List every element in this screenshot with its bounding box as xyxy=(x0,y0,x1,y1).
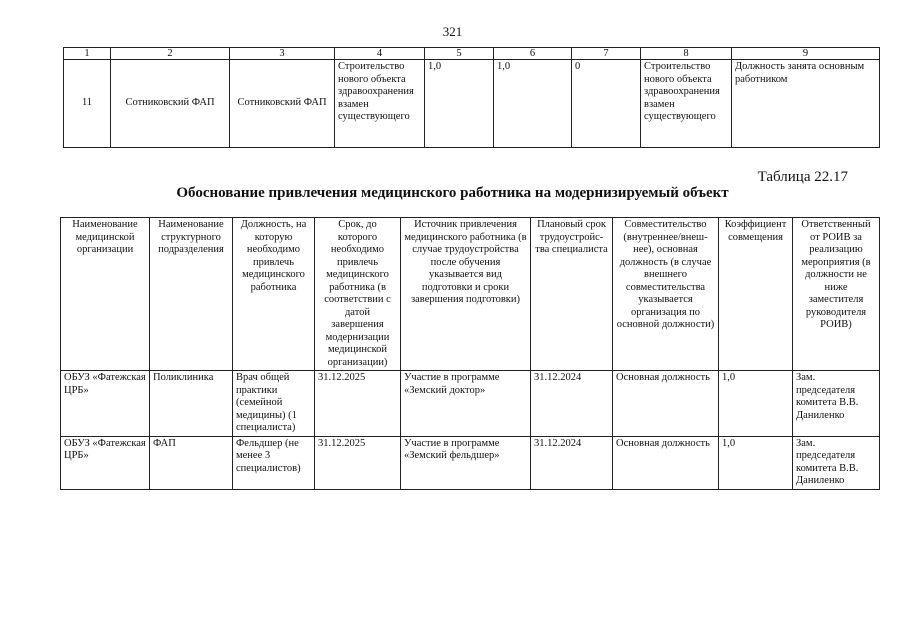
table-cell: 1,0 xyxy=(719,436,793,489)
column-header: Ответственный от РОИВ за реализацию мероприятия (в должности не ниже заместителя руководителя РОИВ) xyxy=(793,218,880,371)
table-cell: 31.12.2025 xyxy=(315,371,401,437)
table-row xyxy=(61,436,880,489)
column-number: 6 xyxy=(494,48,572,60)
table-heading: Обоснование привлечения медицинского работника на модернизируемый объект xyxy=(176,185,729,201)
column-number-row xyxy=(64,48,880,60)
column-header: Наименование медицинской организации xyxy=(61,218,150,371)
column-header: Срок, до которого необходимо привлечь медицинского работника (в соответствии с датой завершения модернизации медицинской организации) xyxy=(315,218,401,371)
header-row xyxy=(61,218,880,371)
table-cell: Должность занята основным работником xyxy=(732,60,880,148)
table-cell: Строительство нового объекта здравоохранения взамен существующего xyxy=(641,60,732,148)
table-cell: Основная должность xyxy=(613,436,719,489)
table-cell: Фельдшер (не менее 3 специалистов) xyxy=(233,436,315,489)
table-cell: 1,0 xyxy=(494,60,572,148)
table-cell: Основная должность xyxy=(613,371,719,437)
table-cell: 31.12.2024 xyxy=(531,371,613,437)
column-number: 2 xyxy=(111,48,230,60)
page-number: 321 xyxy=(442,24,463,39)
column-header: Плановый срок трудоустройс-тва специалиста xyxy=(531,218,613,371)
column-header: Источник привлечения медицинского работника (в случае трудоустройства после обучения указывается вид подготовки и сроки завершения подготовки) xyxy=(401,218,531,371)
row-number: 11 xyxy=(64,60,111,148)
column-header: Наименование структурного подразделения xyxy=(150,218,233,371)
table-cell: ФАП xyxy=(150,436,233,489)
column-header: Должность, на которую необходимо привлечь медицинского работника xyxy=(233,218,315,371)
table-cell: Врач общей практики (семейной медицины) (1 специалиста) xyxy=(233,371,315,437)
staffing-justification-table xyxy=(60,217,880,490)
column-number: 3 xyxy=(230,48,335,60)
table-cell: 31.12.2025 xyxy=(315,436,401,489)
table-cell: ОБУЗ «Фатежская ЦРБ» xyxy=(61,371,150,437)
table-caption: Таблица 22.17 xyxy=(757,169,848,185)
organization-cell: Сотниковский ФАП xyxy=(111,60,230,148)
column-header: Коэффициент совмещения xyxy=(719,218,793,371)
table-cell: Зам. председателя комитета В.В. Даниленко xyxy=(793,436,880,489)
table-cell: 31.12.2024 xyxy=(531,436,613,489)
table-cell: Участие в программе «Земский доктор» xyxy=(401,371,531,437)
table-cell: 1,0 xyxy=(425,60,494,148)
column-number: 7 xyxy=(572,48,641,60)
table-cell: Строительство нового объекта здравоохранения взамен существующего xyxy=(335,60,425,148)
column-number: 1 xyxy=(64,48,111,60)
table-cell: Поликлиника xyxy=(150,371,233,437)
previous-table-fragment xyxy=(63,47,880,148)
table-cell: Участие в программе «Земский фельдшер» xyxy=(401,436,531,489)
column-header: Совместительство (внутреннее/внеш-нее), основная должность (в случае внешнего совместительства указывается организация по основной должности) xyxy=(613,218,719,371)
column-number: 5 xyxy=(425,48,494,60)
table-cell: 1,0 xyxy=(719,371,793,437)
column-number: 4 xyxy=(335,48,425,60)
column-number: 8 xyxy=(641,48,732,60)
table-row xyxy=(64,60,880,148)
subdivision-cell: Сотниковский ФАП xyxy=(230,60,335,148)
column-number: 9 xyxy=(732,48,880,60)
table-cell: ОБУЗ «Фатежская ЦРБ» xyxy=(61,436,150,489)
table-cell: Зам. председателя комитета В.В. Даниленко xyxy=(793,371,880,437)
table-row xyxy=(61,371,880,437)
table-cell: 0 xyxy=(572,60,641,148)
